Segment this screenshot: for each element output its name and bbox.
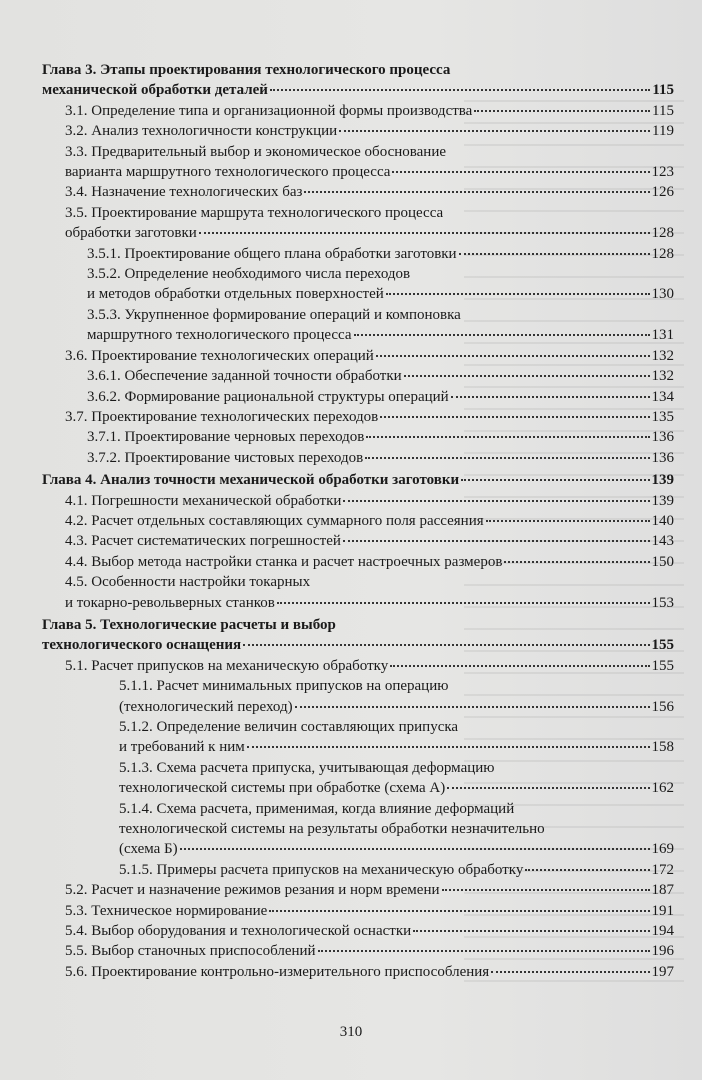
toc-entry-text: 3.1. Определение типа и организационной формы производства xyxy=(65,102,473,119)
toc-page-number: 158 xyxy=(651,739,674,756)
toc-entry-text: 3.5.2. Определение необходимого числа переходов xyxy=(87,266,411,283)
dot-leader xyxy=(304,191,649,193)
toc-entry-row xyxy=(65,182,674,202)
toc-entry-row xyxy=(87,284,674,304)
toc-page-number: 119 xyxy=(652,123,674,140)
dot-leader xyxy=(413,930,649,932)
toc-entry-row xyxy=(65,880,674,900)
toc-entry-text: 3.5.3. Укрупненное формирование операций и компоновка xyxy=(87,306,461,323)
toc-page-number: 126 xyxy=(651,184,674,201)
toc-chapter-entry xyxy=(42,60,674,101)
toc-entry-row xyxy=(119,737,674,757)
dot-leader xyxy=(247,746,650,748)
toc-entry xyxy=(42,491,674,511)
toc-entry-text: 5.1.1. Расчет минимальных припусков на операцию xyxy=(119,678,449,695)
toc-entry-text: Глава 3. Этапы проектирования технологического процесса xyxy=(42,62,451,78)
toc-page-number: 169 xyxy=(651,841,674,858)
toc-entry-row xyxy=(65,531,674,551)
toc-entry xyxy=(42,511,674,531)
toc-entry xyxy=(42,346,674,366)
dot-leader xyxy=(354,334,650,336)
toc-page-number: 132 xyxy=(651,368,674,385)
toc-page-number: 194 xyxy=(651,923,674,940)
toc-page-number: 196 xyxy=(651,943,674,960)
toc-entry xyxy=(42,676,674,717)
toc-entry-text: 5.6. Проектирование контрольно-измерительного приспособления xyxy=(65,963,490,980)
toc-entry-row xyxy=(87,427,674,447)
toc-entry xyxy=(42,860,674,880)
toc-entry-text: 4.2. Расчет отдельных составляющих суммарного поля рассеяния xyxy=(65,512,484,529)
toc-page-number: 136 xyxy=(651,429,674,446)
dot-leader xyxy=(270,89,650,91)
dot-leader xyxy=(295,706,650,708)
toc-page-number: 187 xyxy=(651,882,674,899)
toc-entry-text: технологического оснащения xyxy=(42,637,242,654)
toc-page-number: 139 xyxy=(651,472,674,489)
toc-chapter-entry xyxy=(42,615,674,656)
dot-leader xyxy=(491,971,649,973)
toc-entry xyxy=(42,203,674,244)
toc-entry-row xyxy=(65,593,674,613)
dot-leader xyxy=(404,375,650,377)
toc-entry-row xyxy=(119,778,674,798)
toc-page-number: 130 xyxy=(651,286,674,303)
toc-entry-text: обработки заготовки xyxy=(65,225,197,242)
dot-leader xyxy=(504,561,649,563)
toc-entry xyxy=(42,366,674,386)
toc-entry-text: 5.4. Выбор оборудования и технологической оснастки xyxy=(65,923,412,940)
toc-entry-text: 5.3. Техническое нормирование xyxy=(65,902,268,919)
toc-page-number: 140 xyxy=(651,512,674,529)
toc-page-number: 143 xyxy=(651,533,674,550)
dot-leader xyxy=(376,355,650,357)
page-number: 310 xyxy=(339,1024,363,1040)
dot-leader xyxy=(386,293,650,295)
dot-leader xyxy=(343,500,649,502)
toc-entry xyxy=(42,901,674,921)
dot-leader xyxy=(525,869,649,871)
toc-entry xyxy=(42,264,674,305)
toc-page-number: 172 xyxy=(651,861,674,878)
toc-entry-row xyxy=(65,962,674,982)
dot-leader xyxy=(486,520,650,522)
dot-leader xyxy=(392,171,649,173)
dot-leader xyxy=(199,232,650,234)
toc-entry-text: 3.4. Назначение технологических баз xyxy=(65,184,303,201)
toc-entry-row xyxy=(119,860,674,880)
toc-entry-text: 3.6.1. Обеспечение заданной точности обработки xyxy=(87,368,402,385)
toc-page-number: 135 xyxy=(651,408,674,425)
toc-entry-text: 3.7.1. Проектирование черновых переходов xyxy=(87,429,365,446)
toc-entry xyxy=(42,427,674,447)
toc-entry-row xyxy=(87,366,674,386)
toc-entry-row xyxy=(65,511,674,531)
toc-entry xyxy=(42,305,674,346)
toc-page-number: 115 xyxy=(652,102,674,119)
toc-entry-text: Глава 4. Анализ точности механической обработки заготовки xyxy=(42,472,460,489)
toc-entry xyxy=(42,244,674,264)
dot-leader xyxy=(380,416,649,418)
dot-leader xyxy=(277,602,650,604)
toc-entry-text: 3.7.2. Проектирование чистовых переходов xyxy=(87,449,364,466)
toc-entry-text: 5.1.2. Определение величин составляющих припуска xyxy=(119,719,459,735)
toc-page-number: 128 xyxy=(651,245,674,262)
toc-page-number: 155 xyxy=(651,637,674,654)
toc-page-number: 128 xyxy=(651,225,674,242)
dot-leader xyxy=(365,457,649,459)
dot-leader xyxy=(451,396,650,398)
toc-entry-row xyxy=(87,244,674,264)
toc-entry-row xyxy=(65,901,674,921)
toc-entry-text: 3.2. Анализ технологичности конструкции xyxy=(65,123,338,140)
toc-entry xyxy=(42,531,674,551)
toc-entry-text: 3.5. Проектирование маршрута технологического процесса xyxy=(65,204,444,221)
toc-page-number: 155 xyxy=(651,657,674,674)
toc-entry-row xyxy=(65,491,674,511)
dot-leader xyxy=(442,889,650,891)
toc-entry-text: 3.6.2. Формирование рациональной структуры операций xyxy=(87,388,449,405)
toc-entry-text: 4.5. Особенности настройки токарных xyxy=(65,574,311,591)
toc-page-number: 134 xyxy=(651,388,674,405)
toc-entry-row xyxy=(42,635,674,655)
toc-entry-text: 4.4. Выбор метода настройки станка и расчет настроечных размеров xyxy=(65,553,503,570)
dot-leader xyxy=(243,644,649,646)
toc-entry-text: 3.6. Проектирование технологических операций xyxy=(65,347,374,364)
toc-entry-text: 5.1.5. Примеры расчета припусков на механическую обработку xyxy=(119,861,524,878)
toc-chapter-entry xyxy=(42,470,674,490)
toc-entry xyxy=(42,552,674,572)
toc-entry xyxy=(42,656,674,676)
toc-entry xyxy=(42,101,674,121)
toc-entry-row xyxy=(65,407,674,427)
toc-entry-text: механической обработки деталей xyxy=(42,82,268,99)
toc-entry-row xyxy=(65,552,674,572)
toc-page-number: 123 xyxy=(651,164,674,181)
toc-entry-text: 3.7. Проектирование технологических переходов xyxy=(65,408,379,425)
toc-entry-row xyxy=(65,162,674,182)
toc-page-number: 150 xyxy=(651,553,674,570)
toc-entry-text: варианта маршрутного технологического процесса xyxy=(65,164,391,181)
toc-entry-text: и токарно-револьверных станков xyxy=(65,594,275,611)
dot-leader xyxy=(339,130,650,132)
toc-entry-row xyxy=(65,121,674,141)
toc-page-number: 131 xyxy=(651,327,674,344)
dot-leader xyxy=(318,950,650,952)
toc-entry-row xyxy=(42,470,674,490)
toc-entry xyxy=(42,448,674,468)
toc-entry xyxy=(42,572,674,613)
table-of-contents xyxy=(42,60,674,982)
dot-leader xyxy=(390,665,649,667)
toc-entry xyxy=(42,880,674,900)
toc-entry-text: 5.1. Расчет припусков на механическую обработку xyxy=(65,657,389,674)
dot-leader xyxy=(180,848,650,850)
toc-entry xyxy=(42,121,674,141)
toc-entry xyxy=(42,758,674,799)
toc-entry-text: 5.1.3. Схема расчета припуска, учитывающая деформацию xyxy=(119,759,495,776)
toc-entry-text: (схема Б) xyxy=(119,841,178,858)
toc-entry-row xyxy=(42,80,674,100)
dot-leader xyxy=(461,479,649,481)
toc-entry xyxy=(42,941,674,961)
toc-entry-text: 3.5.1. Проектирование общего плана обработки заготовки xyxy=(87,245,457,262)
toc-entry-text: технологической системы на результаты обработки незначительно xyxy=(119,821,545,838)
toc-entry xyxy=(42,182,674,202)
toc-entry-text: маршрутного технологического процесса xyxy=(87,327,352,344)
toc-page-number: 136 xyxy=(651,449,674,466)
toc-entry-text: 3.3. Предварительный выбор и экономическое обоснование xyxy=(65,143,447,160)
toc-entry-text: 5.1.4. Схема расчета, применимая, когда влияние деформаций xyxy=(119,800,515,817)
dot-leader xyxy=(343,540,650,542)
toc-entry-row xyxy=(87,325,674,345)
toc-entry-text: технологической системы при обработке (схема А) xyxy=(119,780,446,797)
toc-entry xyxy=(42,142,674,183)
toc-entry-text: и методов обработки отдельных поверхностей xyxy=(87,286,384,303)
toc-page-number: 156 xyxy=(651,698,674,715)
toc-entry-row xyxy=(65,941,674,961)
toc-page-number: 115 xyxy=(652,82,674,99)
toc-entry-text: Глава 5. Технологические расчеты и выбор xyxy=(42,616,336,633)
toc-entry-text: 4.3. Расчет систематических погрешностей xyxy=(65,533,341,550)
toc-page-number: 191 xyxy=(651,902,674,919)
toc-page-number: 139 xyxy=(651,492,674,509)
toc-entry-row xyxy=(65,656,674,676)
toc-page-number: 197 xyxy=(651,963,674,980)
toc-entry-row xyxy=(65,223,674,243)
toc-page-number: 162 xyxy=(651,780,674,797)
toc-entry xyxy=(42,717,674,758)
toc-entry-text: 5.2. Расчет и назначение режимов резания и норм времени xyxy=(65,882,440,899)
toc-entry xyxy=(42,799,674,860)
dot-leader xyxy=(269,910,649,912)
dot-leader xyxy=(459,253,650,255)
toc-entry-text: и требований к ним xyxy=(119,739,245,756)
toc-entry xyxy=(42,962,674,982)
dot-leader xyxy=(366,436,649,438)
toc-entry-text: (технологический переход) xyxy=(119,698,293,715)
toc-entry-row xyxy=(87,387,674,407)
toc-entry xyxy=(42,407,674,427)
toc-entry-row xyxy=(87,448,674,468)
toc-entry-row xyxy=(119,697,674,717)
toc-entry xyxy=(42,921,674,941)
toc-page-number: 132 xyxy=(651,347,674,364)
toc-entry xyxy=(42,387,674,407)
dot-leader xyxy=(474,110,650,112)
toc-entry-text: 5.5. Выбор станочных приспособлений xyxy=(65,943,316,960)
toc-entry-row xyxy=(65,101,674,121)
toc-entry-row xyxy=(65,346,674,366)
toc-entry-row xyxy=(119,839,674,859)
dot-leader xyxy=(447,787,649,789)
toc-page-number: 153 xyxy=(651,594,674,611)
toc-entry-row xyxy=(65,921,674,941)
toc-entry-text: 4.1. Погрешности механической обработки xyxy=(65,492,342,509)
